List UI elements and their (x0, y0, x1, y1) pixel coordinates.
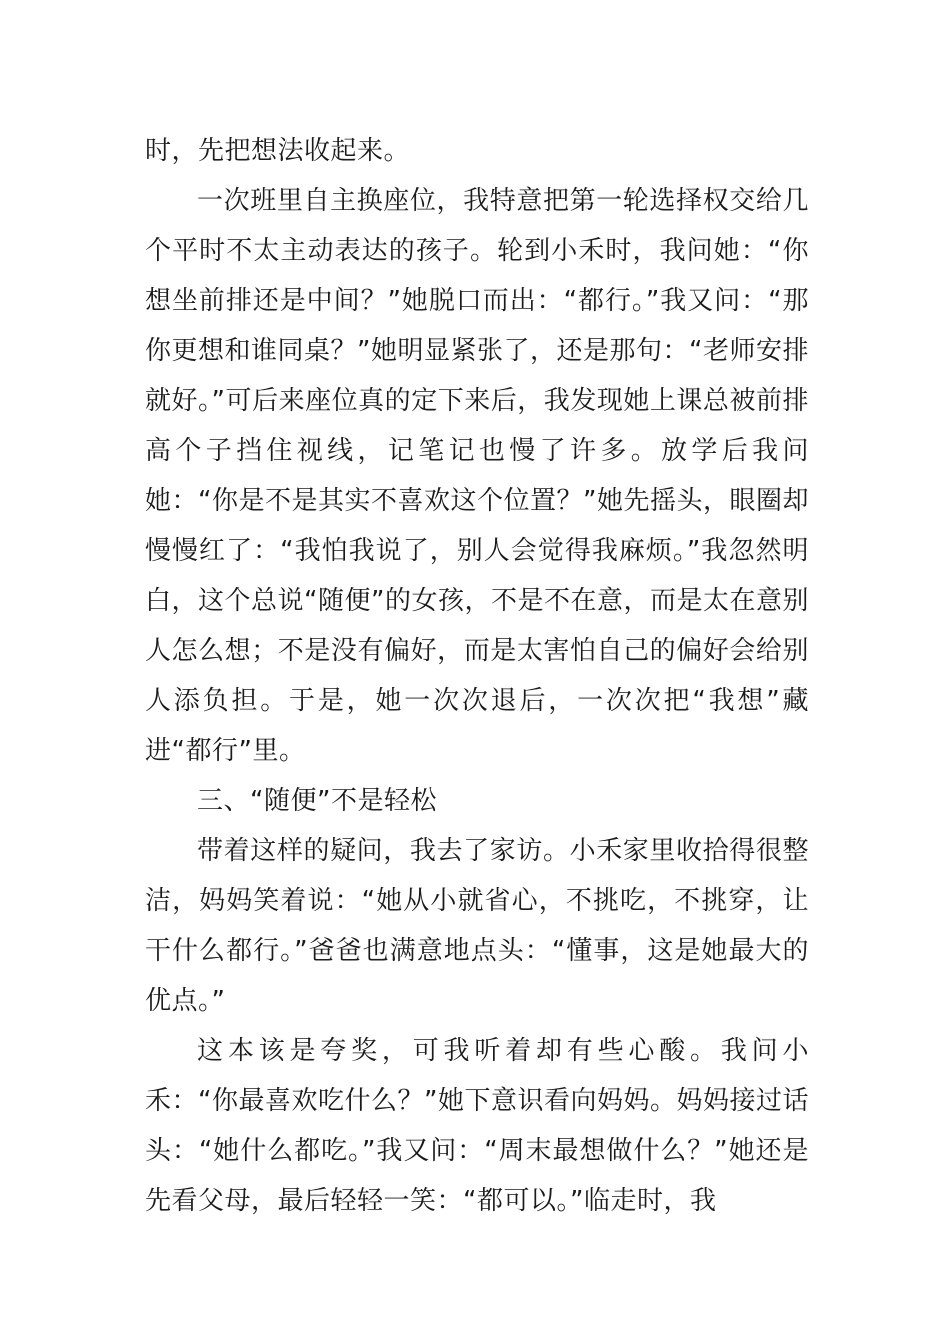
paragraph-home-visit: 带着这样的疑问，我去了家访。小禾家里收拾得很整洁，妈妈笑着说：“她从小就省心，不挑吃，不挑穿，让干什么都行。”爸爸也满意地点头：“懂事，这是她最大的优点。” (145, 836, 809, 1016)
section-heading: 三、“随便”不是轻松 (197, 786, 437, 816)
paragraph-seat-change: 一次班里自主换座位，我特意把第一轮选择权交给几个平时不太主动表达的孩子。轮到小禾时，我问她：“你想坐前排还是中间？”她脱口而出：“都行。”我又问：“那你更想和谁同桌？”她明显紧张了，还是那句：“老师安排就好。”可后来座位真的定下来后，我发现她上课总被前排高个子挡住视线，记笔记也慢了许多。放学后我问她：“你是不是其实不喜欢这个位置？”她先摇头，眼圈却慢慢红了：“我怕我说了，别人会觉得我麻烦。”我忽然明白，这个总说“随便”的女孩，不是不在意，而是太在意别人怎么想；不是没有偏好，而是太害怕自己的偏好会给别人添负担。于是，她一次次退后，一次次把“我想”藏进“都行”里。 (145, 186, 809, 766)
body-text (145, 126, 809, 1226)
paragraph-reflection: 这本该是夸奖，可我听着却有些心酸。我问小禾：“你最喜欢吃什么？”她下意识看向妈妈。妈妈接过话头：“她什么都吃。”我又问：“周末最想做什么？”她还是先看父母，最后轻轻一笑：“都可以。”临走时，我 (145, 1036, 809, 1216)
paragraph-continuation: 时，先把想法收起来。 (145, 136, 411, 166)
